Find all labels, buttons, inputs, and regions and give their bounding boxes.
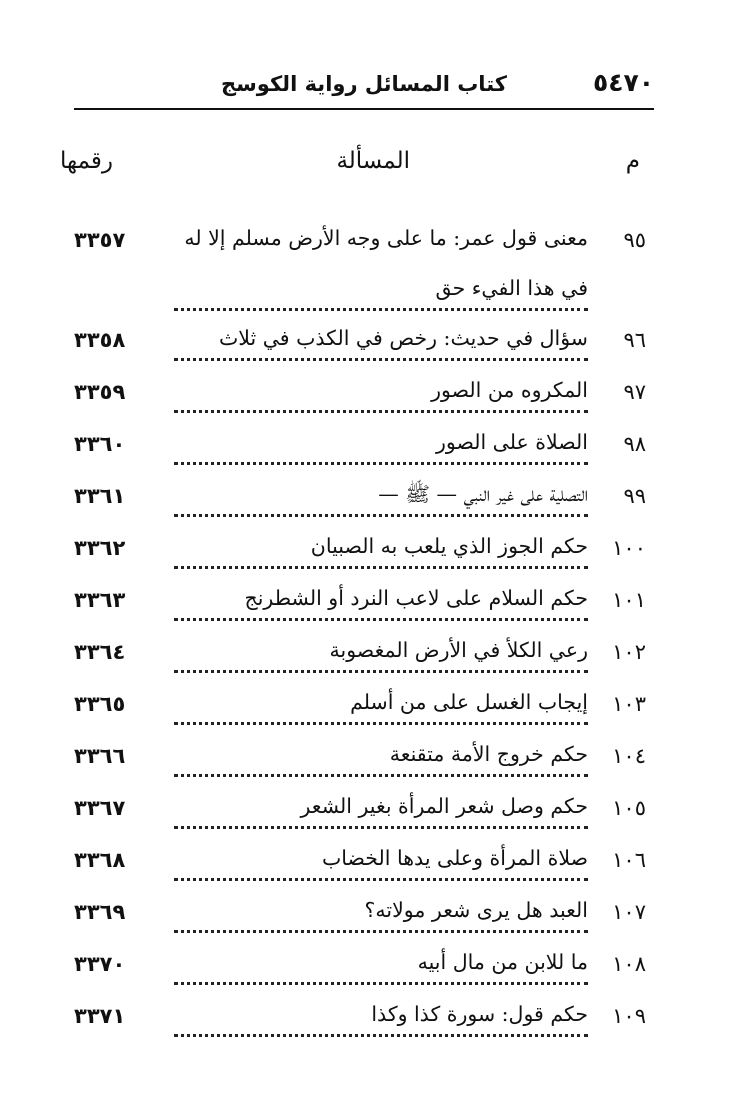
dot-leader [174,878,588,881]
entry-text-line [174,690,588,714]
entry-text: المكروه من الصور [427,378,588,402]
index-entry [70,474,650,526]
column-header-number: م [625,148,640,174]
page-number: ٥٤٧٠ [592,68,654,97]
entry-number: ١٠٢ [612,640,646,664]
entry-text: حكم السلام على لاعب النرد أو الشطرنج [240,586,588,610]
index-entry [70,218,650,318]
entry-reference: ٣٣٧١ [74,1004,126,1028]
entry-text: الصلاة على الصور [432,430,588,454]
entry-text: في هذا الفيء حق [431,276,588,300]
dot-leader [174,1034,588,1037]
entry-number: ١٠٤ [612,744,646,768]
entry-text-line [174,430,588,454]
entry-text-line [174,1002,588,1026]
entry-text: حكم وصل شعر المرأة بغير الشعر [297,794,589,818]
entry-text: التصلية على غير النبي — ﷺ — [374,482,588,506]
entry-reference: ٣٣٥٨ [74,328,126,352]
entry-reference: ٣٣٦٣ [74,588,126,612]
entry-reference: ٣٣٦٨ [74,848,126,872]
dot-leader [174,722,588,725]
entry-reference: ٣٣٥٧ [74,228,126,252]
entry-reference: ٣٣٦٠ [74,432,126,456]
entry-number: ١٠٨ [612,952,646,976]
entry-reference: ٣٣٥٩ [74,380,126,404]
dot-leader [174,566,588,569]
entry-number: ٩٥ [623,228,646,252]
entry-text-line [174,638,588,662]
entry-text-line [174,586,588,610]
entry-text-line [174,226,588,250]
entry-reference: ٣٣٦١ [74,484,126,508]
entry-text-line [174,534,588,558]
index-entries [70,218,650,1046]
entry-text: العبد هل يرى شعر مولاته؟ [361,898,588,922]
dot-leader [174,930,588,933]
dot-leader [174,826,588,829]
entry-text: معنى قول عمر: ما على وجه الأرض مسلم إلا له [180,226,588,250]
running-header [74,68,654,110]
entry-text: إيجاب الغسل على من أسلم [346,690,588,714]
entry-number: ١٠٧ [612,900,646,924]
dot-leader [174,308,588,311]
entry-number: ١٠١ [612,588,646,612]
index-entry [70,370,650,422]
entry-text-line [174,742,588,766]
dot-leader [174,358,588,361]
index-entry [70,630,650,682]
entry-reference: ٣٣٧٠ [74,952,126,976]
entry-number: ٩٨ [623,432,646,456]
entry-number: ١٠٩ [612,1004,646,1028]
index-entry [70,318,650,370]
index-entry [70,994,650,1046]
entry-reference: ٣٣٦٢ [74,536,126,560]
entry-text: ما للابن من مال أبيه [414,950,588,974]
entry-reference: ٣٣٦٧ [74,796,126,820]
dot-leader [174,514,588,517]
dot-leader [174,410,588,413]
dot-leader [174,462,588,465]
book-title: كتاب المسائل رواية الكوسج [221,72,507,96]
entry-text-line [174,326,588,350]
entry-number: ٩٧ [623,380,646,404]
entry-number: ٩٦ [623,328,646,352]
index-entry [70,786,650,838]
index-entry [70,578,650,630]
index-entry [70,890,650,942]
entry-text: حكم الجوز الذي يلعب به الصبيان [307,534,588,558]
entry-text: حكم خروج الأمة متقنعة [386,742,588,766]
entry-text: حكم قول: سورة كذا وكذا [367,1002,588,1026]
entry-text: سؤال في حديث: رخص في الكذب في ثلاث [215,326,588,350]
dot-leader [174,618,588,621]
index-entry [70,682,650,734]
column-header-reference: رقمها [60,148,114,174]
column-headers [60,148,640,188]
entry-text: صلاة المرأة وعلى يدها الخضاب [318,846,588,870]
index-entry [70,422,650,474]
entry-reference: ٣٣٦٦ [74,744,126,768]
entry-number: ١٠٥ [612,796,646,820]
entry-number: ١٠٣ [612,692,646,716]
entry-number: ١٠٦ [612,848,646,872]
index-entry [70,526,650,578]
entry-text-line [174,276,588,300]
entry-text-line [174,794,588,818]
entry-text: رعي الكلأ في الأرض المغصوبة [326,638,588,662]
dot-leader [174,982,588,985]
entry-text-line [174,898,588,922]
dot-leader [174,670,588,673]
entry-number: ١٠٠ [612,536,646,560]
column-header-question: المسألة [336,148,410,174]
entry-text-line [174,846,588,870]
index-entry [70,838,650,890]
dot-leader [174,774,588,777]
index-entry [70,734,650,786]
entry-reference: ٣٣٦٥ [74,692,126,716]
entry-reference: ٣٣٦٤ [74,640,126,664]
index-entry [70,942,650,994]
entry-text-line [174,378,588,402]
entry-text-line [174,482,588,512]
entry-text-line [174,950,588,974]
entry-number: ٩٩ [623,484,646,508]
entry-reference: ٣٣٦٩ [74,900,126,924]
